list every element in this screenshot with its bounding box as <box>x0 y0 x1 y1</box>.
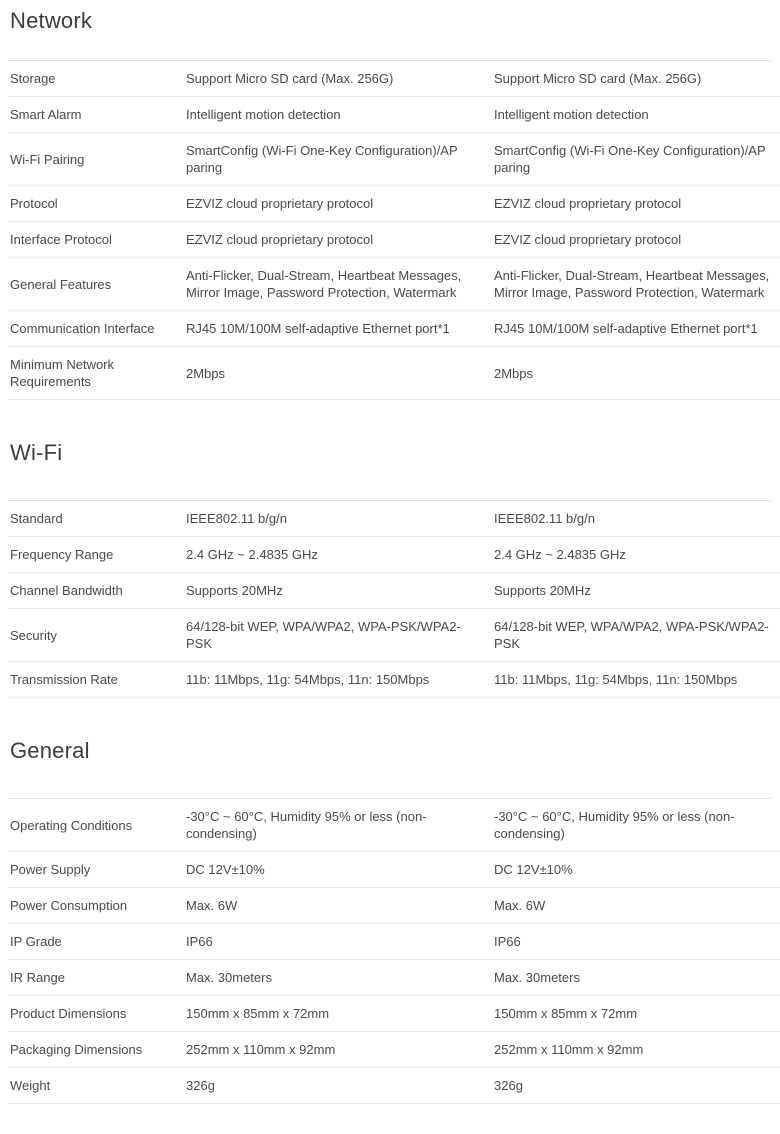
row-label: Frequency Range <box>8 537 184 573</box>
table-row <box>8 537 780 573</box>
row-value-model-1: 2.4 GHz ~ 2.4835 GHz <box>184 537 492 573</box>
table-row <box>8 852 780 888</box>
row-value-model-1: RJ45 10M/100M self-adaptive Ethernet port*1 <box>184 311 492 347</box>
table-row <box>8 573 780 609</box>
table-row <box>8 1032 780 1068</box>
spec-table-network <box>8 61 780 400</box>
table-row <box>8 97 780 133</box>
spacer <box>8 764 772 798</box>
row-value-model-2: Intelligent motion detection <box>492 97 780 133</box>
row-label: General Features <box>8 258 184 311</box>
section-title-wifi: Wi-Fi <box>10 440 63 465</box>
row-value-model-1: 150mm x 85mm x 72mm <box>184 996 492 1032</box>
table-row <box>8 888 780 924</box>
row-value-model-2: 252mm x 110mm x 92mm <box>492 1032 780 1068</box>
table-row <box>8 311 780 347</box>
row-value-model-2: Anti-Flicker, Dual-Stream, Heartbeat Messages, Mirror Image, Password Protection, Watermark <box>492 258 780 311</box>
spacer <box>8 34 772 60</box>
row-value-model-1: 11b: 11Mbps, 11g: 54Mbps, 11n: 150Mbps <box>184 662 492 698</box>
row-value-model-2: EZVIZ cloud proprietary protocol <box>492 186 780 222</box>
section-general <box>8 738 772 1104</box>
row-value-model-1: Anti-Flicker, Dual-Stream, Heartbeat Messages, Mirror Image, Password Protection, Watermark <box>184 258 492 311</box>
row-label: Transmission Rate <box>8 662 184 698</box>
row-label: Security <box>8 609 184 662</box>
table-row <box>8 662 780 698</box>
row-value-model-2: SmartConfig (Wi-Fi One-Key Configuration)/AP paring <box>492 133 780 186</box>
row-label: Packaging Dimensions <box>8 1032 184 1068</box>
row-value-model-1: EZVIZ cloud proprietary protocol <box>184 222 492 258</box>
row-value-model-1: DC 12V±10% <box>184 852 492 888</box>
row-value-model-2: Support Micro SD card (Max. 256G) <box>492 61 780 97</box>
row-value-model-1: Max. 6W <box>184 888 492 924</box>
row-value-model-2: 64/128-bit WEP, WPA/WPA2, WPA-PSK/WPA2-PSK <box>492 609 780 662</box>
table-row <box>8 1068 780 1104</box>
section-wifi <box>8 440 772 698</box>
table-row <box>8 133 780 186</box>
table-row <box>8 501 780 537</box>
row-value-model-1: 2Mbps <box>184 347 492 400</box>
row-value-model-1: Support Micro SD card (Max. 256G) <box>184 61 492 97</box>
row-value-model-1: 326g <box>184 1068 492 1104</box>
top-spacer <box>8 0 772 8</box>
table-row <box>8 186 780 222</box>
table-row <box>8 61 780 97</box>
row-label: Storage <box>8 61 184 97</box>
table-row <box>8 609 780 662</box>
row-value-model-2: 150mm x 85mm x 72mm <box>492 996 780 1032</box>
row-value-model-2: 2.4 GHz ~ 2.4835 GHz <box>492 537 780 573</box>
row-label: Wi-Fi Pairing <box>8 133 184 186</box>
row-label: Product Dimensions <box>8 996 184 1032</box>
table-row <box>8 924 780 960</box>
row-value-model-1: SmartConfig (Wi-Fi One-Key Configuration)/AP paring <box>184 133 492 186</box>
table-row <box>8 222 780 258</box>
row-value-model-2: 2Mbps <box>492 347 780 400</box>
row-label: Channel Bandwidth <box>8 573 184 609</box>
row-value-model-2: IEEE802.11 b/g/n <box>492 501 780 537</box>
table-row <box>8 258 780 311</box>
row-label: Smart Alarm <box>8 97 184 133</box>
row-label: Operating Conditions <box>8 799 184 852</box>
spacer <box>8 466 772 500</box>
row-value-model-2: 326g <box>492 1068 780 1104</box>
table-row <box>8 347 780 400</box>
row-value-model-2: Supports 20MHz <box>492 573 780 609</box>
row-label: Power Supply <box>8 852 184 888</box>
row-value-model-1: IEEE802.11 b/g/n <box>184 501 492 537</box>
row-label: IR Range <box>8 960 184 996</box>
row-value-model-2: -30°C ~ 60°C, Humidity 95% or less (non-condensing) <box>492 799 780 852</box>
spec-table-wifi <box>8 501 780 698</box>
row-value-model-1: 252mm x 110mm x 92mm <box>184 1032 492 1068</box>
row-label: IP Grade <box>8 924 184 960</box>
row-label: Power Consumption <box>8 888 184 924</box>
row-value-model-1: -30°C ~ 60°C, Humidity 95% or less (non-condensing) <box>184 799 492 852</box>
row-value-model-2: 11b: 11Mbps, 11g: 54Mbps, 11n: 150Mbps <box>492 662 780 698</box>
row-value-model-1: EZVIZ cloud proprietary protocol <box>184 186 492 222</box>
spec-table-general <box>8 799 780 1104</box>
row-label: Standard <box>8 501 184 537</box>
section-network <box>8 8 772 400</box>
row-value-model-2: DC 12V±10% <box>492 852 780 888</box>
row-value-model-2: RJ45 10M/100M self-adaptive Ethernet port*1 <box>492 311 780 347</box>
row-value-model-1: Supports 20MHz <box>184 573 492 609</box>
table-row <box>8 960 780 996</box>
spacer <box>8 400 772 440</box>
row-value-model-2: Max. 6W <box>492 888 780 924</box>
section-title-general: General <box>10 738 90 763</box>
row-label: Minimum Network Requirements <box>8 347 184 400</box>
row-value-model-1: Max. 30meters <box>184 960 492 996</box>
row-label: Protocol <box>8 186 184 222</box>
row-value-model-1: 64/128-bit WEP, WPA/WPA2, WPA-PSK/WPA2-PSK <box>184 609 492 662</box>
row-value-model-2: Max. 30meters <box>492 960 780 996</box>
table-row <box>8 996 780 1032</box>
row-label: Communication Interface <box>8 311 184 347</box>
row-value-model-1: Intelligent motion detection <box>184 97 492 133</box>
spacer <box>8 698 772 738</box>
row-value-model-2: IP66 <box>492 924 780 960</box>
row-value-model-1: IP66 <box>184 924 492 960</box>
row-value-model-2: EZVIZ cloud proprietary protocol <box>492 222 780 258</box>
section-title-network: Network <box>10 8 93 33</box>
row-label: Interface Protocol <box>8 222 184 258</box>
table-row <box>8 799 780 852</box>
row-label: Weight <box>8 1068 184 1104</box>
